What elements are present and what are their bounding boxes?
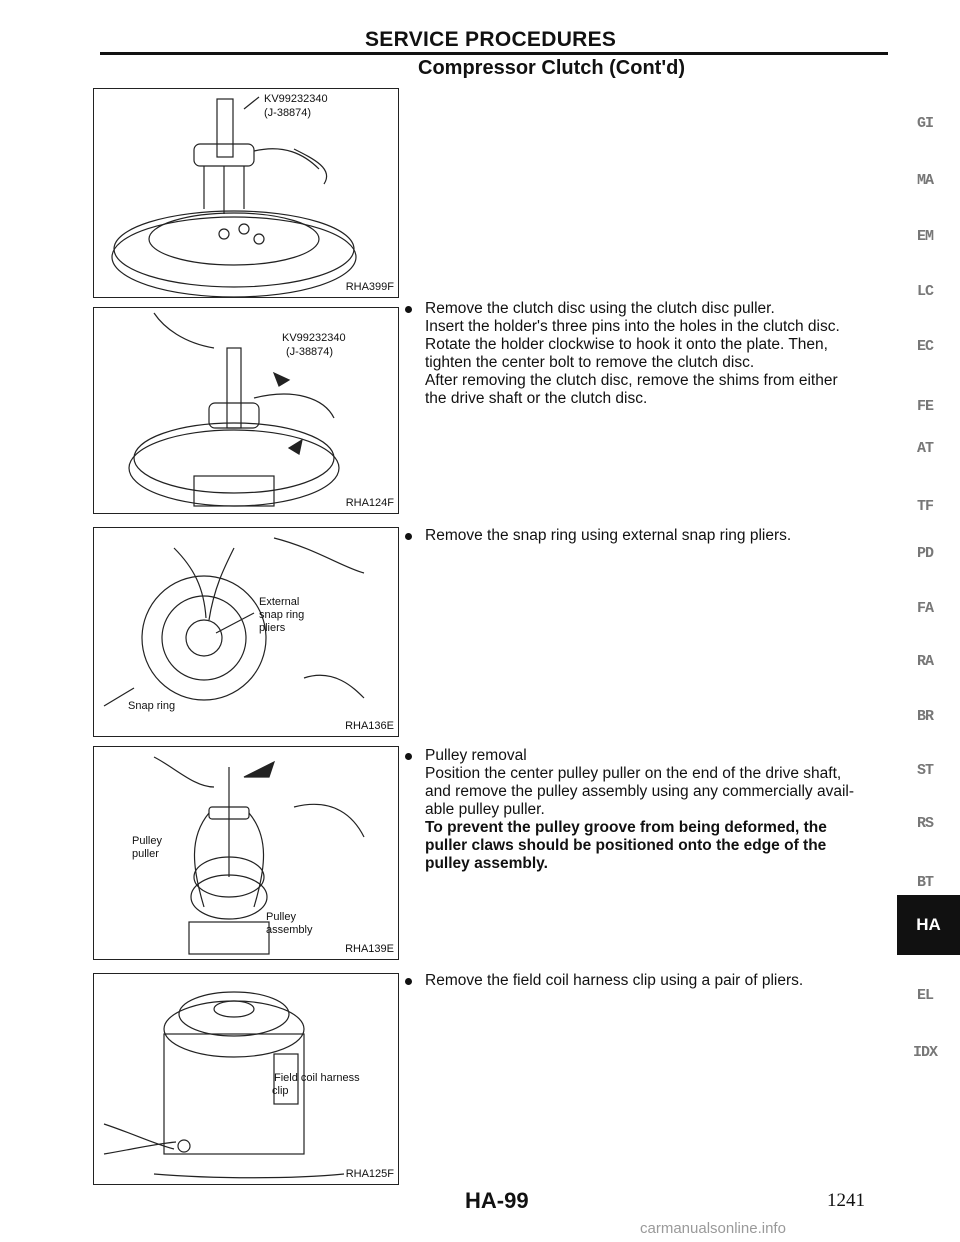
step-pulley-removal <box>425 747 910 873</box>
step-line: Remove the clutch disc using the clutch disc puller. <box>425 300 775 317</box>
step-line: Position the center pulley puller on the end of the drive shaft, <box>425 765 842 782</box>
step-line: Insert the holder's three pins into the holes in the clutch disc. <box>425 318 840 335</box>
bullet-icon <box>405 753 412 760</box>
tab-gi[interactable]: GI <box>916 115 933 132</box>
watermark: carmanualsonline.info <box>640 1220 786 1237</box>
caution-line: To prevent the pulley groove from being deformed, the <box>425 819 827 836</box>
figure-code: RHA139E <box>345 943 394 955</box>
puller-label-line1: Pulley <box>132 835 162 847</box>
tab-ma[interactable]: MA <box>916 172 933 189</box>
pliers-label-line2: snap ring <box>259 609 305 621</box>
step-line: able pulley puller. <box>425 801 545 818</box>
bullet-icon <box>405 533 412 540</box>
figure-pulley-removal <box>93 746 399 960</box>
figure-clutch-disc-puller <box>93 88 399 298</box>
clutch-disc-puller-illustration <box>94 89 398 297</box>
step-remove-clutch-disc <box>425 300 910 408</box>
header-rule <box>100 52 888 55</box>
caution-line: pulley assembly. <box>425 855 548 872</box>
puller-label-line2: puller <box>132 848 159 860</box>
tab-st[interactable]: ST <box>916 762 933 779</box>
step-line: Remove the field coil harness clip using a pair of pliers. <box>425 972 804 989</box>
figure-code: RHA125F <box>345 1168 394 1180</box>
section-subtitle: Compressor Clutch (Cont'd) <box>418 57 685 79</box>
tab-lc[interactable]: LC <box>916 283 933 300</box>
bullet-icon <box>405 978 412 985</box>
page-code: HA-99 <box>465 1188 529 1213</box>
tool-number-alt-label: (J-38874) <box>286 346 334 358</box>
step-remove-snap-ring <box>425 527 910 545</box>
figure-field-coil-clip <box>93 973 399 1185</box>
step-line: Remove the snap ring using external snap ring pliers. <box>425 527 792 544</box>
tab-el[interactable]: EL <box>916 987 933 1004</box>
tool-number-label: KV99232340 <box>264 93 328 105</box>
tab-bt[interactable]: BT <box>916 874 933 891</box>
tab-at[interactable]: AT <box>916 440 933 457</box>
harness-clip-label-line2: clip <box>272 1085 289 1097</box>
tab-pd[interactable]: PD <box>916 545 933 562</box>
page-number: 1241 <box>827 1190 865 1211</box>
pulley-assembly-label-line1: Pulley <box>266 911 296 923</box>
tool-number-alt-label: (J-38874) <box>264 107 312 119</box>
pulley-assembly-label-line2: assembly <box>266 924 313 936</box>
tab-ha-active[interactable]: HA <box>897 895 960 955</box>
tool-number-label: KV99232340 <box>282 332 346 344</box>
snap-ring-label: Snap ring <box>128 700 176 712</box>
step-line: and remove the pulley assembly using any commercially avail- <box>425 783 855 800</box>
tab-tf[interactable]: TF <box>916 498 933 515</box>
clutch-disc-removal-illustration <box>94 308 398 513</box>
step-line: Pulley removal <box>425 747 527 764</box>
tab-br[interactable]: BR <box>916 708 933 725</box>
step-line: the drive shaft or the clutch disc. <box>425 390 648 407</box>
figure-clutch-disc-removal <box>93 307 399 514</box>
tab-rs[interactable]: RS <box>916 815 933 832</box>
tab-ra[interactable]: RA <box>916 653 933 670</box>
caution-line: puller claws should be positioned onto the edge of the <box>425 837 827 854</box>
section-title: SERVICE PROCEDURES <box>365 28 617 51</box>
step-remove-harness-clip <box>425 972 910 990</box>
figure-code: RHA124F <box>345 497 394 509</box>
tab-em[interactable]: EM <box>916 228 933 245</box>
pliers-label-line3: pliers <box>259 622 286 634</box>
tab-fe[interactable]: FE <box>916 398 933 415</box>
step-line: Rotate the holder clockwise to hook it onto the plate. Then, <box>425 336 828 353</box>
tab-idx[interactable]: IDX <box>912 1044 937 1061</box>
pliers-label-line1: External <box>259 596 300 608</box>
figure-snap-ring-removal <box>93 527 399 737</box>
tab-fa[interactable]: FA <box>916 600 933 617</box>
figure-code: RHA399F <box>345 281 394 293</box>
bullet-icon <box>405 306 412 313</box>
figure-code: RHA136E <box>345 720 394 732</box>
step-line: After removing the clutch disc, remove the shims from either <box>425 372 838 389</box>
step-line: tighten the center bolt to remove the clutch disc. <box>425 354 755 371</box>
harness-clip-label-line1: Field coil harness <box>274 1072 360 1084</box>
tab-ec[interactable]: EC <box>916 338 933 355</box>
